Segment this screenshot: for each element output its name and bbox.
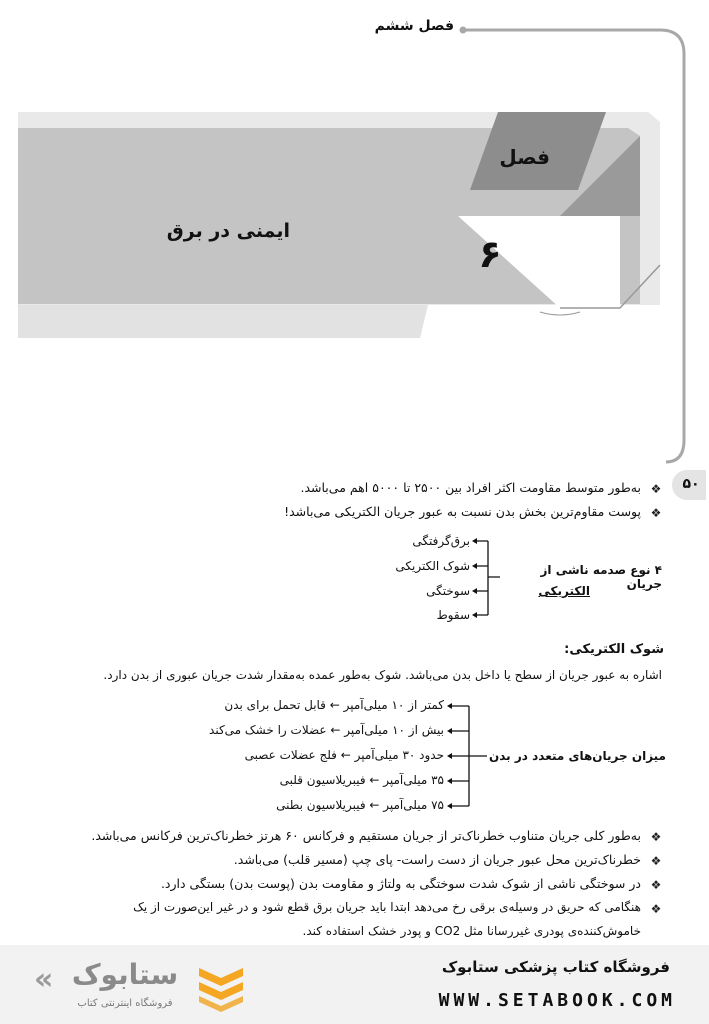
current-level-item: ۷۵ میلی‌آمپر ← فیبریلاسیون بطنی bbox=[276, 798, 444, 812]
current-level-item: حدود ۳۰ میلی‌آمپر ← فلج عضلات عصبی bbox=[244, 748, 444, 762]
shock-types-label: ۴ نوع صدمه ناشی از جریان bbox=[540, 563, 662, 591]
bullet-text: در سوختگی ناشی از شوک شدت سوختگی به ولتاژ و مقاومت بدن (پوست بدن) بستگی دارد. bbox=[160, 876, 641, 891]
current-level-item: بیش از ۱۰ میلی‌آمپر ← عضلات را خشک می‌کند bbox=[209, 723, 444, 737]
current-levels-label: میزان جریان‌های متعدد در بدن bbox=[489, 749, 666, 763]
chapter-header: فصل ششم bbox=[374, 18, 454, 34]
banner-title: ایمنی در برق bbox=[166, 220, 290, 242]
banner-chapter-word: فصل bbox=[499, 145, 550, 169]
bullet-icon: ❖ bbox=[650, 830, 662, 844]
shock-type-item: سوختگی bbox=[426, 584, 470, 598]
bullet-text: هنگامی که حریق در وسیله‌ی برقی رخ می‌دهد ابتدا باید جریان برق قطع شود و در غیر این‌صورت از یک bbox=[133, 900, 641, 914]
setabook-logo-icon bbox=[195, 962, 247, 1012]
current-levels-bracket bbox=[445, 696, 490, 816]
bullet-icon: ❖ bbox=[650, 902, 662, 916]
bullet-icon: ❖ bbox=[650, 482, 662, 496]
page-number: ۵۰ bbox=[682, 476, 700, 492]
bullet-icon: ❖ bbox=[650, 506, 662, 520]
footer-store-name: فروشگاه کتاب پزشکی ستابوک bbox=[441, 958, 670, 976]
chapter-banner bbox=[0, 100, 709, 350]
current-level-item: ۳۵ میلی‌آمپر ← فیبریلاسیون قلبی bbox=[279, 773, 444, 787]
shock-type-item: شوک الکتریکی bbox=[395, 559, 470, 573]
bullet-text: به‌طور کلی جریان متناوب خطرناک‌تر از جریان مستقیم و فرکانس ۶۰ هرتز خطرناک‌ترین فرکانس می‌باشد. bbox=[91, 828, 641, 843]
bullet-text: پوست مقاوم‌ترین بخش بدن نسبت به عبور جریان الکتریکی می‌باشد! bbox=[284, 504, 641, 519]
setabook-logo-text: ستابوک bbox=[71, 958, 179, 991]
current-level-item: کمتر از ۱۰ میلی‌آمپر ← قابل تحمل برای بدن bbox=[224, 698, 444, 712]
footer-url[interactable]: WWW.SETABOOK.COM bbox=[438, 990, 676, 1011]
bullet-text-continued: خاموش‌کننده‌ی پودری غیررسانا مثل CO2 و پودر خشک استفاده کند. bbox=[302, 924, 641, 938]
section-definition: اشاره به عبور جریان از سطح یا داخل بدن می‌باشد. شوک به‌طور عمده به‌مقدار شدت جریان عبوری از بدن دارد. bbox=[103, 668, 662, 682]
bullet-text: خطرناک‌ترین محل عبور جریان از دست راست- پای چپ (مسیر قلب) می‌باشد. bbox=[233, 852, 641, 867]
bullet-text: به‌طور متوسط مقاومت اکثر افراد بین ۲۵۰۰ تا ۵۰۰۰ اهم می‌باشد. bbox=[300, 480, 641, 495]
bullet-icon: ❖ bbox=[650, 878, 662, 892]
section-heading: شوک الکتریکی: bbox=[564, 642, 664, 657]
shock-type-item: برق‌گرفتگی bbox=[412, 534, 470, 548]
setabook-logo-sub: فروشگاه اینترنتی کتاب bbox=[77, 998, 173, 1009]
shock-types-label-2: الکتریکی bbox=[538, 584, 590, 598]
shock-type-item: سقوط bbox=[436, 608, 470, 622]
banner-chapter-number: ۶ bbox=[478, 232, 502, 276]
bullet-icon: ❖ bbox=[650, 854, 662, 868]
logo-chevron-icon: « bbox=[34, 962, 54, 997]
